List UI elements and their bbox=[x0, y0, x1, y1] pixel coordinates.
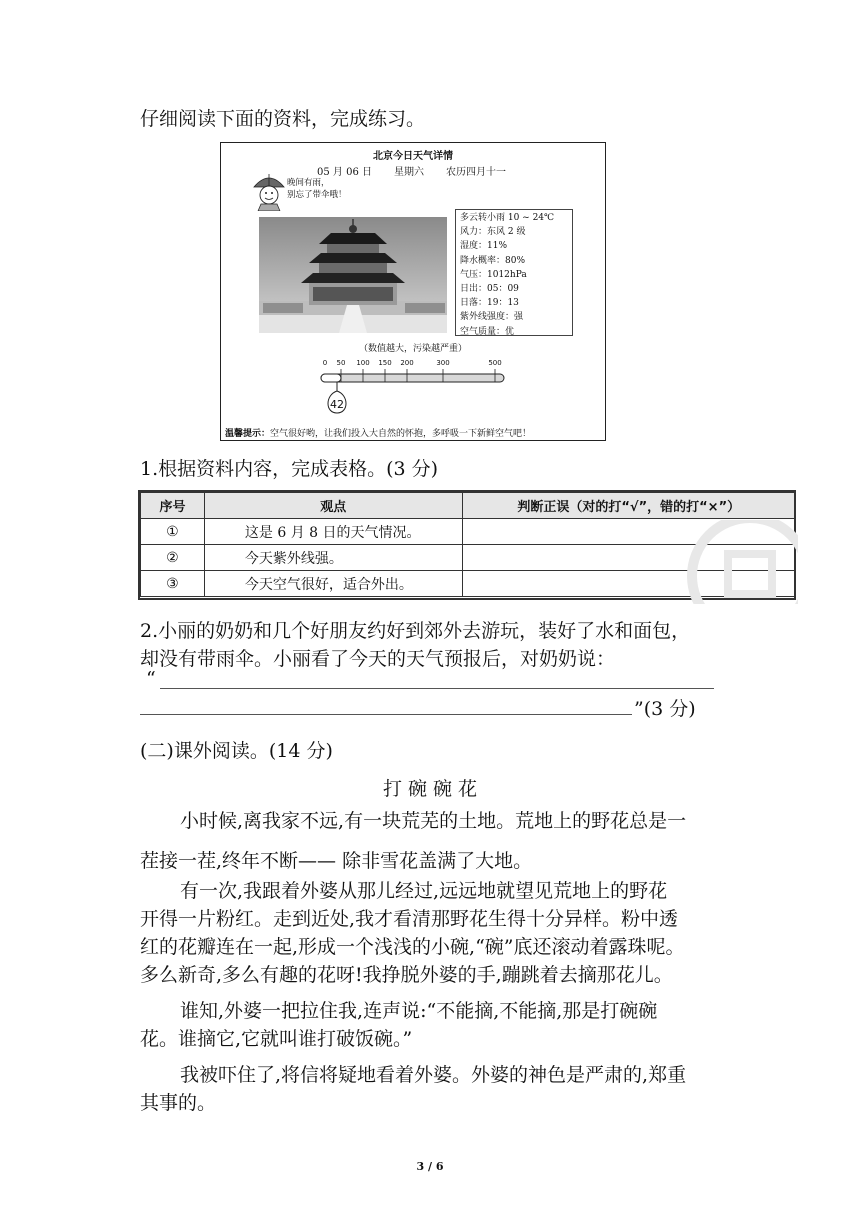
scale-tick-label: 0 bbox=[322, 359, 328, 367]
detail-line: 日出：05：09 bbox=[460, 284, 519, 295]
scale-tick-label: 150 bbox=[378, 359, 392, 367]
tip-label: 温馨提示： bbox=[225, 429, 271, 439]
scale-tick-label: 200 bbox=[400, 359, 414, 367]
weather-dateline bbox=[317, 163, 528, 178]
row-view: 今天紫外线强。 bbox=[204, 545, 462, 571]
weather-lunar: 农历四月十一 bbox=[446, 167, 506, 178]
story-line: 开得一片粉红。走到近处,我才看清那野花生得十分异样。粉中透 bbox=[140, 908, 679, 930]
header-judgment: 判断正误（对的打“√”，错的打“×”） bbox=[462, 493, 795, 519]
story-title: 打 碗 碗 花 bbox=[382, 778, 478, 800]
cartoon-girl-icon bbox=[251, 171, 287, 211]
row-number: ② bbox=[141, 545, 205, 571]
bubble-line-2: 别忘了带伞哦！ bbox=[287, 190, 347, 200]
aqi-scale bbox=[315, 357, 511, 421]
close-quote-score: ”(3 分) bbox=[634, 698, 696, 720]
aqi-value: 42 bbox=[330, 398, 344, 411]
bubble-line-1: 晚间有雨， bbox=[287, 178, 330, 188]
story-line: 有一次,我跟着外婆从那儿经过,远远地就望见荒地上的野花 bbox=[180, 880, 668, 902]
scale-tick-label: 100 bbox=[356, 359, 370, 367]
detail-line: 风力：东风 2 级 bbox=[460, 227, 526, 238]
speech-bubble bbox=[287, 177, 347, 201]
table-header-row bbox=[141, 493, 796, 519]
story-line: 花。谁摘它,它就叫谁打破饭碗。” bbox=[140, 1028, 413, 1050]
question-1: 1.根据资料内容，完成表格。(3 分) bbox=[140, 458, 439, 480]
story-line: 小时候,离我家不远,有一块荒芜的土地。荒地上的野花总是一 bbox=[180, 810, 687, 832]
story-line: 谁知,外婆一把拉住我,连声说:“不能摘,不能摘,那是打碗碗 bbox=[180, 1000, 658, 1022]
tips-line bbox=[225, 426, 531, 439]
story-line: 茬接一茬,终年不断—— 除非雪花盖满了大地。 bbox=[140, 850, 533, 872]
detail-line: 紫外线强度：强 bbox=[460, 312, 524, 323]
detail-line: 湿度：11% bbox=[460, 241, 508, 252]
story-line: 其事的。 bbox=[140, 1092, 217, 1114]
watermark-logo bbox=[678, 520, 798, 604]
detail-line: 降水概率：80% bbox=[460, 255, 526, 266]
detail-line: 气压：1012hPa bbox=[460, 269, 527, 280]
weather-date: 05 月 06 日 bbox=[317, 167, 372, 178]
question-2-line-1: 2.小丽的奶奶和几个好朋友约好到郊外去游玩，装好了水和面包， bbox=[140, 620, 691, 642]
answer-line-2[interactable] bbox=[140, 714, 632, 715]
section-2-heading: (二)课外阅读。(14 分) bbox=[140, 740, 333, 762]
weather-details bbox=[455, 209, 573, 336]
row-number: ① bbox=[141, 519, 205, 545]
intro-text: 仔细阅读下面的资料，完成练习。 bbox=[140, 108, 426, 130]
detail-line: 多云转小雨 10 ~ 24℃ bbox=[460, 213, 555, 223]
weather-title: 北京今日天气详情 bbox=[373, 151, 453, 162]
detail-line: 日落：19：13 bbox=[460, 298, 519, 309]
page-number: 3 / 6 bbox=[416, 1160, 444, 1173]
row-view: 这是 6 月 8 日的天气情况。 bbox=[204, 519, 462, 545]
scale-note: （数值越大，污染越严重） bbox=[358, 344, 467, 354]
story-line: 红的花瓣连在一起,形成一个浅浅的小碗,“碗”底还滚动着露珠呢。 bbox=[140, 936, 685, 958]
tip-text: 空气很好哟，让我们投入大自然的怀抱，多呼吸一下新鲜空气吧！ bbox=[270, 429, 532, 439]
open-quote: “ bbox=[146, 668, 156, 690]
scale-tick-label: 500 bbox=[488, 359, 502, 367]
answer-line-1[interactable] bbox=[160, 688, 714, 689]
header-number: 序号 bbox=[141, 493, 205, 519]
detail-line: 空气质量：优 bbox=[460, 326, 515, 337]
row-number: ③ bbox=[141, 571, 205, 597]
question-2-line-2: 却没有带雨伞。小丽看了今天的天气预报后，对奶奶说： bbox=[140, 648, 616, 670]
scale-tick-label: 300 bbox=[436, 359, 450, 367]
scale-tick-label: 50 bbox=[336, 359, 346, 367]
header-view: 观点 bbox=[204, 493, 462, 519]
weather-card bbox=[220, 142, 606, 441]
temple-photo bbox=[259, 217, 447, 333]
story-line: 我被吓住了,将信将疑地看着外婆。外婆的神色是严肃的,郑重 bbox=[180, 1064, 687, 1086]
weather-weekday: 星期六 bbox=[394, 167, 424, 178]
story-line: 多么新奇,多么有趣的花呀!我挣脱外婆的手,蹦跳着去摘那花儿。 bbox=[140, 964, 673, 986]
row-view: 今天空气很好，适合外出。 bbox=[204, 571, 462, 597]
